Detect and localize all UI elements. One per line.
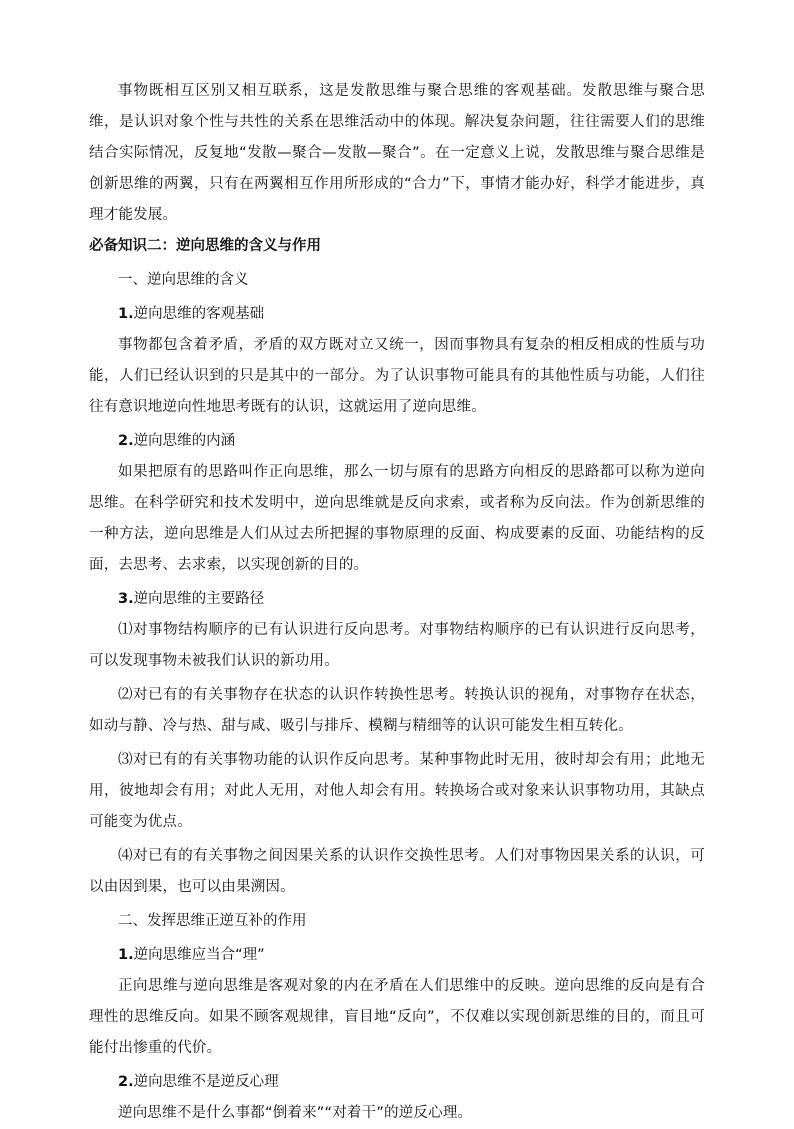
sub-title: 逆向思维应当合“理” bbox=[133, 947, 265, 963]
path-item-2: ⑵对已有的有关事物存在状态的认识作转换性思考。转换认识的视角，对事物存在状态，如动与静、冷与热、甜与咸、吸引与排斥、模糊与精细等的认识可能发生相互转化。 bbox=[89, 687, 705, 734]
part1-heading: 一、逆向思维的含义 bbox=[118, 272, 249, 288]
part1-sub2-paragraph: 如果把原有的思路叫作正向思维，那么一切与原有的思路方向相反的思路都可以称为逆向思维。在科学研究和技术发明中，逆向思维就是反向求索，或者称为反向法。作为创新思维的一种方法，逆向思维是人们从过去所把握的事物原理的反面、构成要素的反面、功能结构的反面，去思考、去求索，以实现创新的目的。 bbox=[89, 464, 705, 573]
path-item-4: ⑷对已有的有关事物之间因果关系的认识作交换性思考。人们对事物因果关系的认识，可以由因到果，也可以由果溯因。 bbox=[89, 848, 705, 895]
path-item-3: ⑶对已有的有关事物功能的认识作反向思考。某种事物此时无用，彼时却会有用；此地无用，彼地却会有用；对此人无用，对他人却会有用。转换场合或对象来认识事物功用，其缺点可能变为优点。 bbox=[89, 752, 705, 830]
part2-sub1-paragraph: 正向思维与逆向思维是客观对象的内在矛盾在人们思维中的反映。逆向思维的反向是有合理性的思维反向。如果不顾客观规律，盲目地“反向”，不仅难以实现创新思维的目的，而且可能付出惨重的代价。 bbox=[89, 978, 705, 1056]
part1-sub1-paragraph: 事物都包含着矛盾，矛盾的双方既对立又统一，因而事物具有复杂的相反相成的性质与功能，人们已经认识到的只是其中的一部分。为了认识事物可能具有的其他性质与功能，人们往往有意识地逆向性地思考既有的认识，这就运用了逆向思维。 bbox=[89, 337, 705, 415]
part2-sub2-paragraph: 逆向思维不是什么事都“倒着来”“对着干”的逆反心理。 bbox=[118, 1105, 473, 1121]
sub-number: 2. bbox=[118, 1074, 134, 1090]
part1-sub1-heading bbox=[89, 299, 705, 330]
sub-title: 逆向思维的主要路径 bbox=[133, 591, 265, 607]
document-page bbox=[89, 76, 705, 1129]
sub-number: 1. bbox=[118, 306, 134, 322]
section-title: 必备知识二：逆向思维的含义与作用 bbox=[89, 238, 321, 254]
sub-number: 2. bbox=[118, 433, 134, 449]
path-item-1: ⑴对事物结构顺序的已有认识进行反向思考。对事物结构顺序的已有认识进行反向思考，可以发现事物未被我们认识的新功用。 bbox=[89, 622, 705, 669]
part2-sub1-heading bbox=[89, 940, 705, 971]
part1-sub2-heading bbox=[89, 426, 705, 457]
sub-number: 1. bbox=[118, 947, 134, 963]
part1-sub3-heading bbox=[89, 584, 705, 615]
part2-sub2-heading bbox=[89, 1067, 705, 1098]
sub-title: 逆向思维的客观基础 bbox=[133, 306, 265, 322]
sub-number: 3. bbox=[118, 591, 134, 607]
sub-title: 逆向思维不是逆反心理 bbox=[133, 1074, 279, 1090]
sub-title: 逆向思维的内涵 bbox=[133, 433, 236, 449]
intro-paragraph: 事物既相互区别又相互联系，这是发散思维与聚合思维的客观基础。发散思维与聚合思维，是认识对象个性与共性的关系在思维活动中的体现。解决复杂问题，往往需要人们的思维结合实际情况，反复地“发散—聚合—发散—聚合”。在一定意义上说，发散思维与聚合思维是创新思维的两翼，只有在两翼相互作用所形成的“合力”下，事情才能办好，科学才能进步，真理才能发展。 bbox=[89, 83, 705, 223]
part2-heading: 二、发挥思维正逆互补的作用 bbox=[118, 913, 307, 929]
